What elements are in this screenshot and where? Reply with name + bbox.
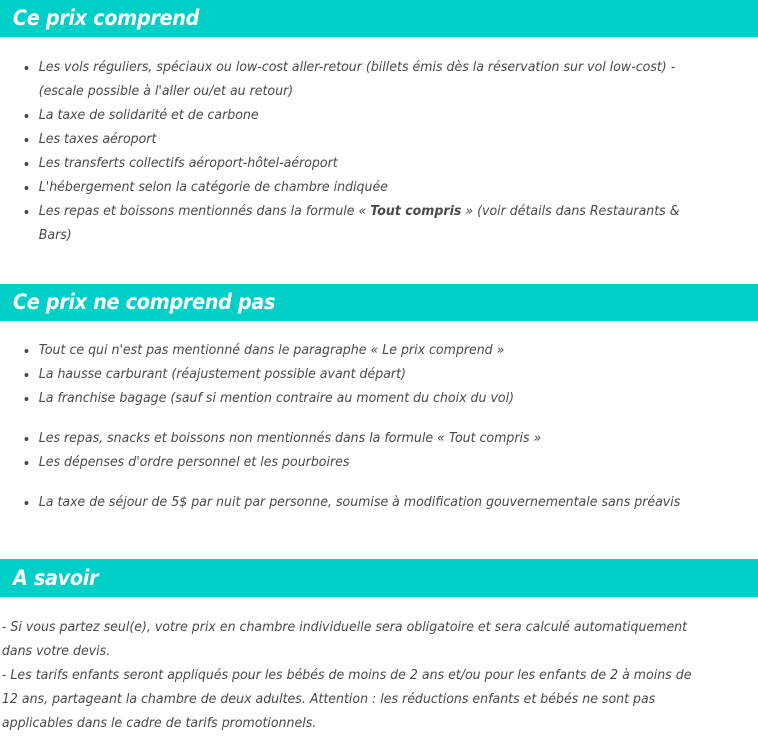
section-header-prix-comprend [0, 0, 758, 37]
list-item [0, 200, 716, 248]
section-title: A savoir [12, 565, 99, 590]
list-item: La taxe de séjour de 5$ par nuit par personne, soumise à modification gouvernementale sans préavis [0, 491, 716, 515]
inclusions-list [0, 56, 758, 248]
section-body-a-savoir [0, 597, 758, 736]
note-paragraph: - Si vous partez seul(e), votre prix en chambre individuelle sera obligatoire et sera calculé automatiquement dans votre devis. [1, 620, 688, 659]
list-item-text-after: » (voir détails dans Restaurants & Bars) [38, 204, 680, 243]
list-group-spacer [0, 475, 758, 491]
section-spacer [0, 248, 758, 284]
exclusions-list-group-1 [0, 339, 758, 411]
list-item: Les taxes aéroport [0, 128, 716, 152]
list-group-spacer [0, 411, 758, 427]
list-item-text-before: Les repas et boissons mentionnés dans la formule « [38, 204, 371, 219]
section-header-a-savoir [0, 559, 758, 597]
note-paragraph: - Les tarifs enfants seront appliqués pour les bébés de moins de 2 ans et/ou pour les enfants de 2 à moins de 12 ans, partageant la chambre de deux adultes. Attention : les réductions enfants et bébés ne sont pas applicables dans le cadre de tarifs promotionnels. [1, 668, 692, 731]
list-item: Tout ce qui n'est pas mentionné dans le paragraphe « Le prix comprend » [0, 339, 716, 363]
list-item: Les repas, snacks et boissons non mentionnés dans la formule « Tout compris » [0, 427, 716, 451]
section-spacer [0, 515, 758, 559]
section-title: Ce prix ne comprend pas [12, 290, 276, 314]
exclusions-list-group-2 [0, 427, 758, 475]
list-item-emphasis: Tout compris [370, 204, 462, 219]
list-item: Les dépenses d'ordre personnel et les pourboires [0, 451, 716, 475]
list-item: La franchise bagage (sauf si mention contraire au moment du choix du vol) [0, 387, 716, 411]
list-item: Les transferts collectifs aéroport-hôtel-aéroport [0, 152, 716, 176]
section-body-prix-comprend [0, 37, 758, 248]
exclusions-list-group-3 [0, 491, 758, 515]
section-body-prix-ne-comprend-pas [0, 321, 758, 515]
list-item: Les vols réguliers, spéciaux ou low-cost aller-retour (billets émis dès la réservation sur vol low-cost) - (escale possible à l'aller ou/et au retour) [0, 56, 716, 104]
list-item: La taxe de solidarité et de carbone [0, 104, 716, 128]
list-item: La hausse carburant (réajustement possible avant départ) [0, 363, 716, 387]
section-title: Ce prix comprend [12, 6, 200, 30]
list-item: L'hébergement selon la catégorie de chambre indiquée [0, 176, 716, 200]
section-header-prix-ne-comprend-pas [0, 284, 758, 321]
